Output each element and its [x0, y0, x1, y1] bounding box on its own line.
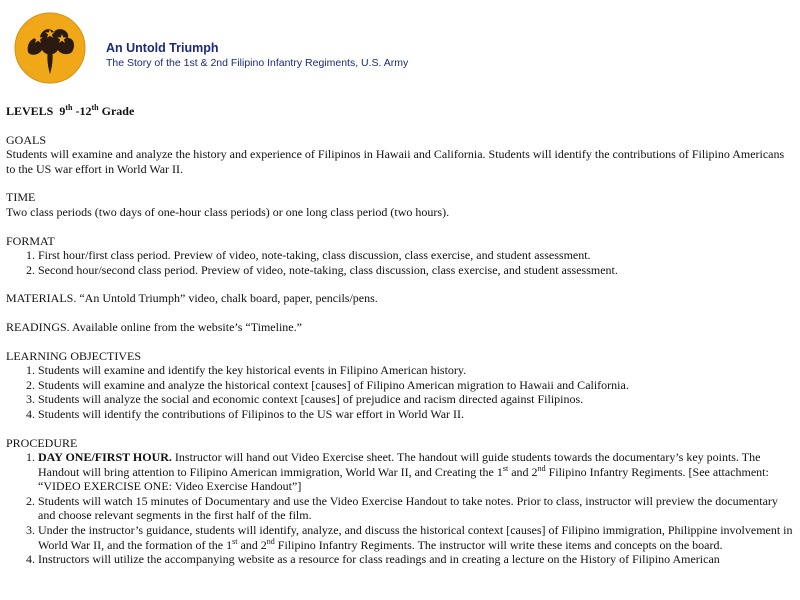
procedure-heading: PROCEDURE: [6, 435, 78, 450]
torch-stars-emblem-icon: [14, 12, 86, 84]
list-item: 4. Instructors will utilize the accompanying website as a resource for class readings and in creating a lecture on the History of Filipino American: [38, 552, 794, 567]
time-heading: TIME: [6, 190, 36, 205]
procedure-item1-text-c: Filipino Infantry Regiments. [See attachment: “VIDEO EXERCISE ONE: Video Exercise Handout”]: [38, 464, 769, 494]
readings-text: READINGS. Available online from the website’s “Timeline.”: [6, 319, 302, 334]
title-block: [106, 41, 408, 70]
list-item: 2. Students will examine and analyze the historical context [causes] of Filipino American migration to Hawaii and California.: [38, 378, 794, 393]
levels-line: [6, 104, 794, 119]
format-heading: FORMAT: [6, 233, 55, 248]
levels-from: 9: [59, 104, 66, 118]
list-item: [38, 450, 794, 494]
list-item: 1. Students will examine and identify the key historical events in Filipino American history.: [38, 363, 794, 378]
site-subtitle: The Story of the 1st & 2nd Filipino Infantry Regiments, U.S. Army: [106, 57, 409, 69]
time-text: Two class periods (two days of one-hour class periods) or one long class period (two hours).: [6, 204, 450, 219]
levels-suffix: Grade: [98, 104, 135, 118]
materials-text: MATERIALS. “An Untold Triumph” video, chalk board, paper, pencils/pens.: [6, 291, 378, 306]
goals-text: Students will examine and analyze the history and experience of Filipinos in Hawaii and California. Students will identify the contributions of Filipino Americans to the US war effort in World War II.: [6, 147, 785, 176]
procedure-item1-text-b: and 2: [508, 464, 538, 479]
list-item: 3. Students will analyze the social and economic context [causes] of prejudice and racism directed against Filipinos.: [38, 392, 794, 407]
list-item: 1. First hour/first class period. Preview of video, note-taking, class discussion, class exercise, and student assessment.: [38, 248, 794, 263]
procedure-list: [6, 450, 794, 567]
objectives-list: [6, 363, 794, 421]
list-item: 2. Students will watch 15 minutes of Documentary and use the Video Exercise Handout to take notes. Prior to class, instructor will preview the documentary and choose relevant segments in the first half of the film.: [38, 494, 794, 523]
objectives-heading: LEARNING OBJECTIVES: [6, 348, 141, 363]
levels-from-sup: th: [65, 103, 73, 112]
levels-label: LEVELS: [6, 104, 54, 118]
procedure-item3-text-a: Under the instructor’s guidance, students will identify, analyze, and discuss the historical context [causes] of Filipino immigration, Philippine involvement in World War II, and the formation of the 1: [38, 523, 793, 552]
site-title: An Untold Triumph: [106, 41, 219, 55]
levels-to-sup: th: [91, 103, 99, 112]
format-list: [6, 248, 794, 277]
lesson-content: [6, 104, 794, 581]
procedure-item3-sup-b: nd: [266, 536, 275, 546]
goals-heading: GOALS: [6, 132, 47, 147]
levels-to: -12: [72, 104, 92, 118]
procedure-item1-sup-a: st: [502, 463, 509, 473]
procedure-item3-text-c: Filipino Infantry Regiments. The instructor will write these items and concepts on the board.: [274, 537, 723, 552]
procedure-item1-sup-b: nd: [537, 463, 546, 473]
procedure-item3-text-b: and 2: [237, 537, 267, 552]
page-header: [14, 12, 794, 84]
procedure-item3-sup-a: st: [232, 536, 238, 546]
list-item: 2. Second hour/second class period. Preview of video, note-taking, class discussion, class exercise, and student assessment.: [38, 263, 794, 278]
procedure-day-one-lead: DAY ONE/FIRST HOUR.: [38, 450, 172, 465]
list-item: [38, 523, 794, 552]
list-item: 4. Students will identify the contributions of Filipinos to the US war effort in World War II.: [38, 407, 794, 422]
procedure-item1-text-a: Instructor will hand out Video Exercise sheet. The handout will guide students towards the documentary’s key points. The Handout will bring attention to Filipino American immigration, World War II, and Creating the 1: [38, 450, 761, 479]
